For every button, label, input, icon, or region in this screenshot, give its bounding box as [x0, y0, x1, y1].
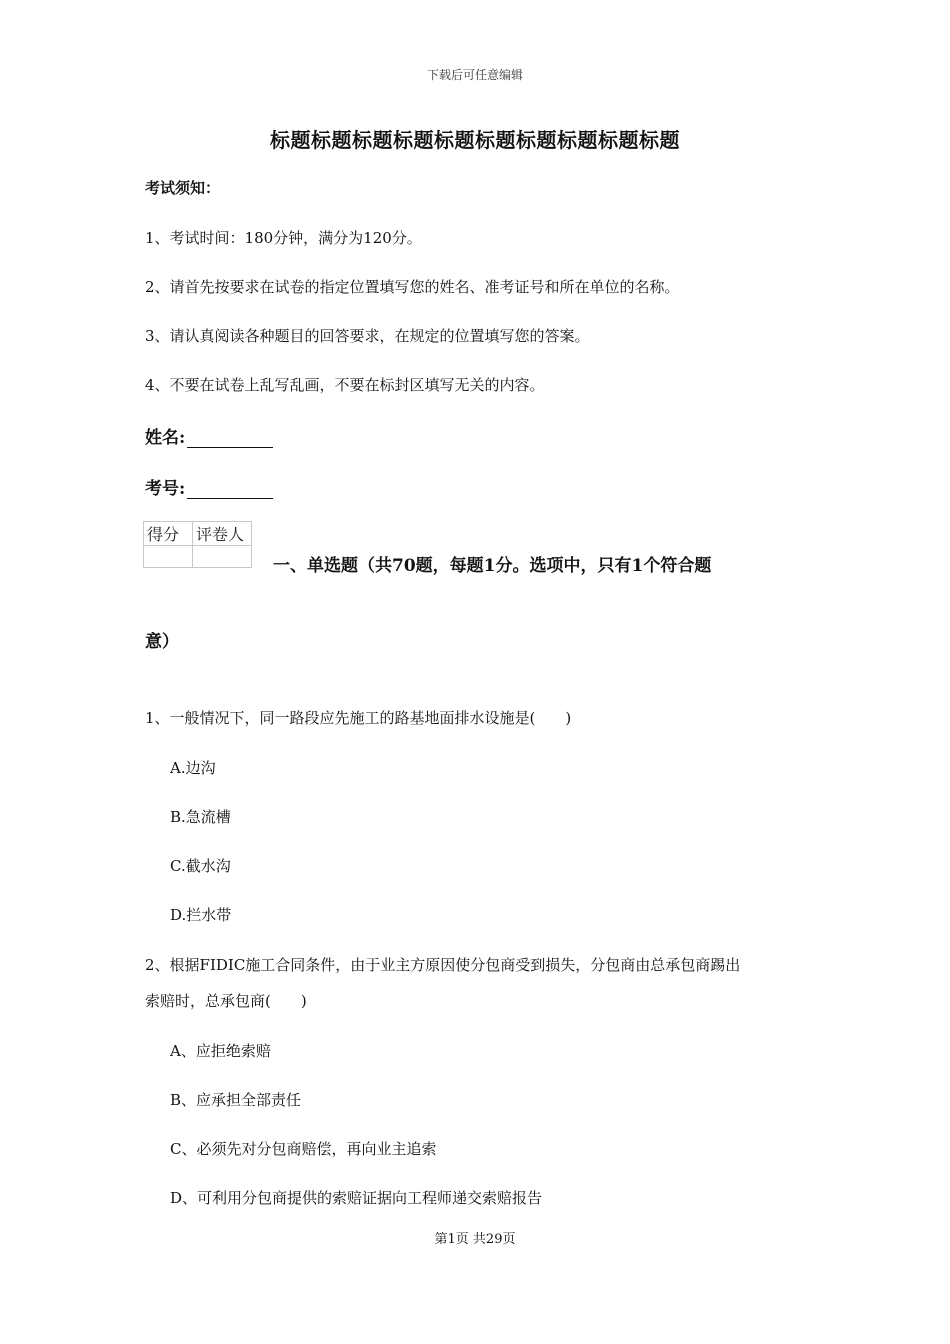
instruction-item: 4、不要在试卷上乱写乱画，不要在标封区填写无关的内容。 [145, 376, 545, 394]
exam-id-blank-line[interactable] [187, 480, 273, 499]
score-header: 得分 [144, 522, 193, 546]
grader-header: 评卷人 [193, 522, 252, 546]
question-option: D.拦水带 [170, 906, 232, 924]
instruction-item: 2、请首先按要求在试卷的指定位置填写您的姓名、准考证号和所在单位的名称。 [145, 278, 680, 296]
question-option: A、应拒绝索赔 [170, 1042, 271, 1060]
score-cell[interactable] [144, 546, 193, 568]
question-stem-cont: 索赔时，总承包商( ) [145, 992, 307, 1010]
instruction-item: 3、请认真阅读各种题目的回答要求，在规定的位置填写您的答案。 [145, 327, 590, 345]
exam-id-label: 考号: [145, 479, 186, 499]
grader-cell[interactable] [193, 546, 252, 568]
name-blank-line[interactable] [187, 429, 273, 448]
header-note: 下载后可任意编辑 [426, 68, 523, 82]
page-title: 标题标题标题标题标题标题标题标题标题标题 [270, 128, 680, 152]
question-option: D、可利用分包商提供的索赔证据向工程师递交索赔报告 [170, 1189, 543, 1207]
section-heading-cont: 意） [145, 632, 179, 652]
question-option: B、应承担全部责任 [170, 1091, 302, 1109]
exam-id-field[interactable] [145, 474, 273, 499]
instruction-item: 1、考试时间：180分钟，满分为120分。 [145, 229, 422, 247]
name-label: 姓名: [145, 428, 186, 448]
question-option: A.边沟 [170, 759, 216, 777]
section-heading: 一、单选题（共70题，每题1分。选项中，只有1个符合题 [273, 556, 712, 576]
question-option: B.急流槽 [170, 808, 231, 826]
question-option: C、必须先对分包商赔偿，再向业主追索 [170, 1140, 437, 1158]
page-footer: 第1页 共29页 [434, 1232, 516, 1247]
question-stem: 1、一般情况下，同一路段应先施工的路基地面排水设施是( ) [145, 709, 572, 727]
question-stem: 2、根据FIDIC施工合同条件，由于业主方原因使分包商受到损失，分包商由总承包商踢出 [145, 956, 741, 974]
instructions-heading: 考试须知： [145, 179, 221, 197]
score-table [143, 521, 252, 568]
question-option: C.截水沟 [170, 857, 231, 875]
name-field[interactable] [145, 423, 273, 448]
